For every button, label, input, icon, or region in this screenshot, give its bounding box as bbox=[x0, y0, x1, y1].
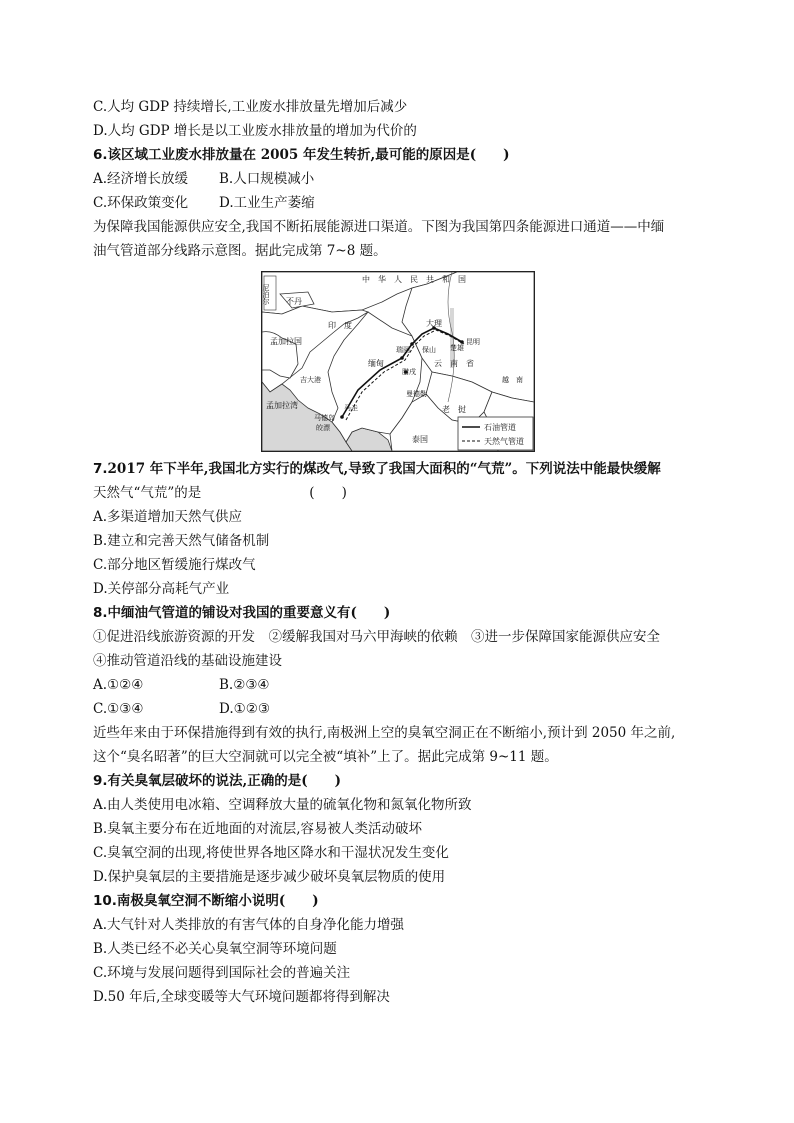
q9-option-a: A.由人类使用电冰箱、空调释放大量的硫氧化物和氮氧化物所致 bbox=[93, 797, 472, 813]
q10-option-c: C.环境与发展问题得到国际社会的普遍关注 bbox=[93, 965, 351, 981]
q9-option-c: C.臭氧空洞的出现,将使世界各地区降水和干湿状况发生变化 bbox=[93, 845, 449, 861]
option-d: D.①②③ bbox=[219, 701, 270, 717]
option-c-prev: C.人均 GDP 持续增长,工业废水排放量先增加后减少 bbox=[93, 99, 408, 115]
intro-paragraph-1b: 油气管道部分线路示意图。据此完成第 7~8 题。 bbox=[93, 243, 387, 259]
option-b: B.②③④ bbox=[219, 677, 270, 693]
label-india: 印 度 bbox=[328, 321, 352, 330]
legend-oil: 石油管道 bbox=[484, 423, 516, 432]
option-a: A.①②④ bbox=[93, 677, 144, 693]
question-text: 中缅油气管道的铺设对我国的重要意义有( ) bbox=[107, 605, 391, 621]
label-maday-island: 马德岛 bbox=[314, 414, 335, 422]
intro-paragraph-2: 近些年来由于环保措施得到有效的执行,南极洲上空的臭氧空洞正在不断缩小,预计到 2050 年之前, bbox=[93, 725, 676, 741]
question-9 bbox=[93, 772, 341, 790]
label-magway: 马圭 bbox=[344, 404, 358, 412]
q7-option-b: B.建立和完善天然气储备机制 bbox=[93, 533, 270, 549]
q8-options-row1 bbox=[93, 676, 270, 694]
label-bay-of-bengal: 孟加拉湾 bbox=[266, 401, 298, 410]
map-svg bbox=[262, 272, 534, 451]
label-lashio: 腊戌 bbox=[402, 368, 416, 376]
label-bhutan: 不丹 bbox=[286, 297, 302, 306]
label-kyaukphyu: 皎漂 bbox=[316, 424, 330, 432]
map-legend bbox=[458, 417, 533, 450]
label-thailand: 泰国 bbox=[412, 435, 428, 444]
q10-option-a: A.大气针对人类排放的有害气体的自身净化能力增强 bbox=[93, 917, 405, 933]
q7-option-a: A.多渠道增加天然气供应 bbox=[93, 509, 243, 525]
label-chittagong: 吉大港 bbox=[300, 376, 321, 384]
label-baoshan: 保山 bbox=[422, 346, 436, 354]
question-number: 6. bbox=[93, 147, 108, 163]
option-c: C.①③④ bbox=[93, 701, 144, 717]
intro-paragraph-2b: 这个“臭名昭著”的巨大空洞就可以完全被“填补”上了。据此完成第 9~11 题。 bbox=[93, 749, 558, 765]
q7-option-d: D.关停部分高耗气产业 bbox=[93, 581, 230, 597]
label-laos: 老 挝 bbox=[442, 405, 466, 414]
pipeline-map bbox=[261, 271, 535, 452]
question-text: 有关臭氧层破坏的说法,正确的是( ) bbox=[107, 773, 342, 789]
question-text: 该区域工业废水排放量在 2005 年发生转折,最可能的原因是( ) bbox=[107, 147, 510, 163]
label-nepal: 尼泊尔 bbox=[262, 284, 270, 305]
q7-option-c: C.部分地区暂缓施行煤改气 bbox=[93, 557, 256, 573]
option-c: C.环保政策变化 bbox=[93, 195, 189, 211]
q10-option-d: D.50 年后,全球变暖等大气环境问题都将得到解决 bbox=[93, 989, 390, 1005]
q6-options-row1 bbox=[93, 170, 315, 188]
intro-paragraph-1: 为保障我国能源供应安全,我国不断拓展能源进口渠道。下图为我国第四条能源进口通道——中缅 bbox=[93, 219, 665, 235]
label-vietnam: 越 南 bbox=[502, 376, 523, 384]
q8-statements-2: ④推动管道沿线的基础设施建设 bbox=[93, 653, 282, 669]
label-yunnan: 云 南 省 bbox=[434, 359, 474, 368]
option-d: D.工业生产萎缩 bbox=[219, 195, 315, 211]
label-china: 中 华 人 民 共 和 国 bbox=[362, 275, 466, 284]
q9-option-b: B.臭氧主要分布在近地面的对流层,容易被人类活动破坏 bbox=[93, 821, 423, 837]
label-dali: 大理 bbox=[426, 319, 442, 328]
question-number: 10. bbox=[93, 893, 117, 909]
q8-options-row2 bbox=[93, 700, 270, 718]
label-myanmar: 缅甸 bbox=[368, 359, 384, 368]
option-b: B.人口规模减小 bbox=[219, 171, 315, 187]
legend-gas: 天然气管道 bbox=[484, 437, 524, 446]
option-d-prev: D.人均 GDP 增长是以工业废水排放量的增加为代价的 bbox=[93, 123, 417, 139]
question-number: 8. bbox=[93, 605, 108, 621]
q6-options-row2 bbox=[93, 194, 315, 212]
label-chuxiong: 楚雄 bbox=[450, 344, 464, 352]
q9-option-d: D.保护臭氧层的主要措施是逐步减少破坏臭氧层物质的使用 bbox=[93, 869, 446, 885]
label-bangladesh: 孟加拉国 bbox=[270, 337, 302, 346]
label-kunming: 昆明 bbox=[466, 338, 480, 346]
question-text: 2017 年下半年,我国北方实行的煤改气,导致了我国大面积的“气荒”。下列说法中能最快缓解 bbox=[107, 461, 661, 477]
question-7-cont: 天然气“气荒”的是 ( ) bbox=[93, 485, 347, 501]
label-mandalay: 曼德勒 bbox=[406, 390, 427, 398]
option-a: A.经济增长放缓 bbox=[93, 171, 189, 187]
q10-option-b: B.人类已经不必关心臭氧空洞等环境问题 bbox=[93, 941, 337, 957]
label-ruili: 瑞丽 bbox=[396, 346, 410, 354]
question-7 bbox=[93, 460, 661, 478]
question-text: 南极臭氧空洞不断缩小说明( ) bbox=[116, 893, 319, 909]
question-number: 9. bbox=[93, 773, 108, 789]
q8-statements: ①促进沿线旅游资源的开发 ②缓解我国对马六甲海峡的依赖 ③进一步保障国家能源供应安全 bbox=[93, 629, 660, 645]
question-8 bbox=[93, 604, 390, 622]
question-number: 7. bbox=[93, 461, 108, 477]
question-10 bbox=[93, 892, 319, 910]
question-6 bbox=[93, 146, 509, 164]
